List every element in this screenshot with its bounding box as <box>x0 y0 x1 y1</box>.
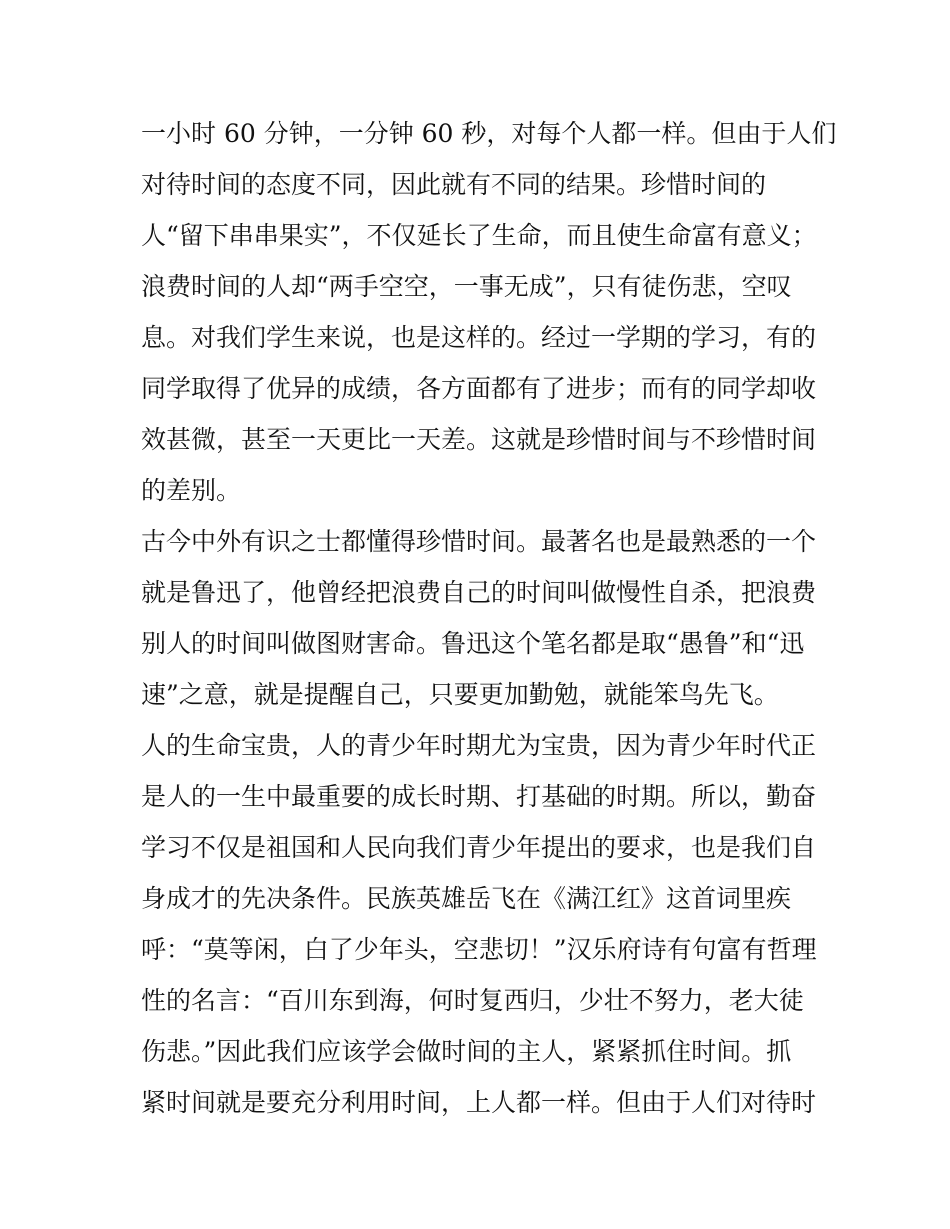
text-line: 速”之意，就是提醒自己，只要更加勤勉，就能笨鸟先飞。 <box>141 680 779 709</box>
text-line: 学习不仅是祖国和人民向我们青少年提出的要求，也是我们自 <box>141 833 817 862</box>
text-line: 呼：“莫等闲，白了少年头，空悲切！”汉乐府诗有句富有哲理 <box>141 935 817 964</box>
text-line: 息。对我们学生来说，也是这样的。经过一学期的学习，有的 <box>141 323 817 352</box>
text-line: 古今中外有识之士都懂得珍惜时间。最著名也是最熟悉的一个 <box>141 527 817 556</box>
text-line: 别人的时间叫做图财害命。鲁迅这个笔名都是取“愚鲁”和“迅 <box>141 629 805 658</box>
text-line: 伤悲。”因此我们应该学会做时间的主人，紧紧抓住时间。抓 <box>141 1037 792 1066</box>
text-line: 人的生命宝贵，人的青少年时期尤为宝贵，因为青少年时代正 <box>141 731 817 760</box>
text-line: 身成才的先决条件。民族英雄岳飞在《满江红》这首词里疾 <box>141 884 792 913</box>
document-body <box>141 108 837 1128</box>
text-line: 效甚微，甚至一天更比一天差。这就是珍惜时间与不珍惜时间 <box>141 425 817 454</box>
text-line: 人“留下串串果实”，不仅延长了生命，而且使生命富有意义； <box>141 221 817 250</box>
text-line: 一小时 60 分钟，一分钟 60 秒，对每个人都一样。但由于人们 <box>141 119 837 148</box>
text-line: 浪费时间的人却“两手空空，一事无成”，只有徒伤悲，空叹 <box>141 272 792 301</box>
text-line: 对待时间的态度不同，因此就有不同的结果。珍惜时间的 <box>141 170 767 199</box>
text-line: 同学取得了优异的成绩，各方面都有了进步；而有的同学却收 <box>141 374 817 403</box>
text-line: 的差别。 <box>141 476 242 505</box>
text-line: 紧时间就是要充分利用时间，上人都一样。但由于人们对待时 <box>141 1088 817 1117</box>
text-line: 就是鲁迅了，他曾经把浪费自己的时间叫做慢性自杀，把浪费 <box>141 578 817 607</box>
text-line: 性的名言：“百川东到海，何时复西归，少壮不努力，老大徒 <box>141 986 804 1015</box>
text-line: 是人的一生中最重要的成长时期、打基础的时期。所以，勤奋 <box>141 782 817 811</box>
